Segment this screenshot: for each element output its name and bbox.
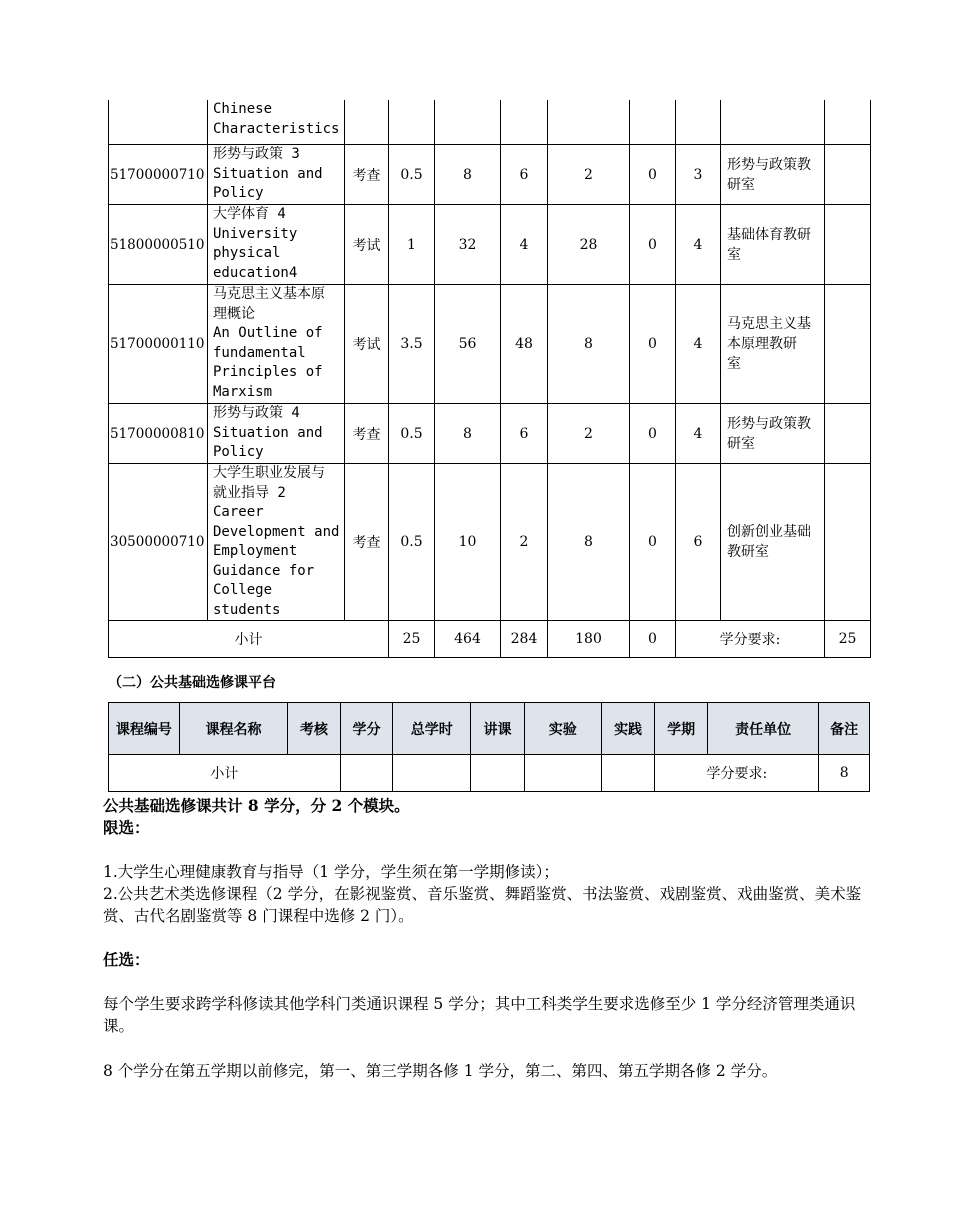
header-responsible-unit: 责任单位: [707, 703, 818, 755]
subtotal-hours: [393, 755, 471, 792]
lecture-hours: 4: [501, 205, 548, 285]
lecture-hours: [501, 100, 548, 145]
course-code: 30500000710: [109, 464, 208, 621]
course-name: Chinese Characteristics: [208, 100, 345, 145]
credit: 1: [389, 205, 435, 285]
practice-hours: 0: [630, 285, 676, 404]
credit-requirement-value: 25: [825, 621, 871, 658]
header-assessment: 考核: [288, 703, 341, 755]
experiment-hours: 8: [548, 285, 630, 404]
course-code: 51800000510: [109, 205, 208, 285]
credit: 0.5: [389, 145, 435, 205]
limited-item-2: 2.公共艺术类选修课程（2 学分，在影视鉴赏、音乐鉴赏、舞蹈鉴赏、书法鉴赏、戏剧鉴赏、戏曲鉴赏、美术鉴赏、古代名剧鉴赏等 8 门课程中选修 2 门）。: [103, 885, 862, 925]
subtotal-experiment: 180: [548, 621, 630, 658]
subtotal-label: 小计: [109, 755, 341, 792]
header-lecture: 讲课: [471, 703, 525, 755]
header-remark: 备注: [819, 703, 870, 755]
credit-requirement-label: 学分要求:: [655, 755, 819, 792]
practice-hours: 0: [630, 205, 676, 285]
course-code: 51700000110: [109, 285, 208, 404]
total-hours: 10: [435, 464, 501, 621]
subtotal-practice: 0: [630, 621, 676, 658]
header-row: [109, 703, 870, 755]
schedule-note: 8 个学分在第五学期以前修完，第一、第三学期各修 1 学分，第二、第四、第五学期各修 2 学分。: [103, 1062, 778, 1080]
lecture-hours: 2: [501, 464, 548, 621]
remark: [825, 145, 871, 205]
course-name: 大学体育 4 University physical education4: [208, 205, 345, 285]
responsible-unit: 基础体育教研 室: [721, 205, 825, 285]
subtotal-practice: [601, 755, 655, 792]
course-code: [109, 100, 208, 145]
semester: [676, 100, 721, 145]
experiment-hours: [548, 100, 630, 145]
assessment: 考查: [345, 464, 389, 621]
lecture-hours: 48: [501, 285, 548, 404]
experiment-hours: 8: [548, 464, 630, 621]
course-table-elective: [108, 702, 870, 792]
credit: 0.5: [389, 404, 435, 464]
semester: 3: [676, 145, 721, 205]
course-name: 马克思主义基本原 理概论 An Outline of fundamental Principles of Marxism: [208, 285, 345, 404]
header-experiment: 实验: [524, 703, 601, 755]
assessment: 考查: [345, 145, 389, 205]
header-course-name: 课程名称: [179, 703, 287, 755]
responsible-unit: 形势与政策教 研室: [721, 404, 825, 464]
course-code: 51700000810: [109, 404, 208, 464]
experiment-hours: 2: [548, 404, 630, 464]
limited-item-1: 1.大学生心理健康教育与指导（1 学分，学生须在第一学期修读）；: [103, 863, 559, 881]
course-name: 大学生职业发展与 就业指导 2 Career Development and Employment Guidance for College students: [208, 464, 345, 621]
course-table-compulsory: [108, 100, 871, 658]
subtotal-credit: [340, 755, 393, 792]
assessment: [345, 100, 389, 145]
responsible-unit: 创新创业基础 教研室: [721, 464, 825, 621]
experiment-hours: 28: [548, 205, 630, 285]
subtotal-experiment: [524, 755, 601, 792]
practice-hours: 0: [630, 464, 676, 621]
credit: [389, 100, 435, 145]
assessment: 考查: [345, 404, 389, 464]
practice-hours: 0: [630, 145, 676, 205]
subtotal-hours: 464: [435, 621, 501, 658]
semester: 4: [676, 404, 721, 464]
course-row: [109, 100, 871, 145]
practice-hours: 0: [630, 404, 676, 464]
subtotal-row: [109, 621, 871, 658]
course-code: 51700000710: [109, 145, 208, 205]
course-name: 形势与政策 4 Situation and Policy: [208, 404, 345, 464]
subtotal-lecture: [471, 755, 525, 792]
semester: 4: [676, 205, 721, 285]
remark: [825, 100, 871, 145]
subtotal-row: [109, 755, 870, 792]
header-credit: 学分: [340, 703, 393, 755]
course-row: [109, 205, 871, 285]
remark: [825, 464, 871, 621]
subtotal-credit: 25: [389, 621, 435, 658]
total-hours: 8: [435, 145, 501, 205]
responsible-unit: [721, 100, 825, 145]
header-course-code: 课程编号: [109, 703, 180, 755]
credit-requirement-value: 8: [819, 755, 870, 792]
total-hours: 8: [435, 404, 501, 464]
course-name: 形势与政策 3 Situation and Policy: [208, 145, 345, 205]
total-hours: 32: [435, 205, 501, 285]
section-title: （二）公共基础选修课平台: [108, 675, 276, 691]
total-hours: 56: [435, 285, 501, 404]
subtotal-lecture: 284: [501, 621, 548, 658]
header-semester: 学期: [655, 703, 708, 755]
responsible-unit: 马克思主义基 本原理教研 室: [721, 285, 825, 404]
total-hours: [435, 100, 501, 145]
course-row: [109, 145, 871, 205]
assessment: 考试: [345, 285, 389, 404]
lecture-hours: 6: [501, 404, 548, 464]
remark: [825, 285, 871, 404]
practice-hours: [630, 100, 676, 145]
experiment-hours: 2: [548, 145, 630, 205]
credit-requirement-label: 学分要求:: [676, 621, 825, 658]
optional-title: 任选：: [103, 950, 150, 969]
semester: 4: [676, 285, 721, 404]
course-row: [109, 404, 871, 464]
subtotal-label: 小计: [109, 621, 389, 658]
limited-title: 限选：: [103, 818, 150, 837]
remark: [825, 205, 871, 285]
header-total-hours: 总学时: [393, 703, 471, 755]
credit: 0.5: [389, 464, 435, 621]
semester: 6: [676, 464, 721, 621]
remark: [825, 404, 871, 464]
elective-summary: 公共基础选修课共计 8 学分，分 2 个模块。: [103, 796, 410, 815]
header-practice: 实践: [601, 703, 655, 755]
optional-description: 每个学生要求跨学科修读其他学科门类通识课程 5 学分；其中工科类学生要求选修至少 1 学分经济管理类通识课。: [103, 995, 856, 1035]
lecture-hours: 6: [501, 145, 548, 205]
course-row: [109, 464, 871, 621]
assessment: 考试: [345, 205, 389, 285]
responsible-unit: 形势与政策教 研室: [721, 145, 825, 205]
credit: 3.5: [389, 285, 435, 404]
course-row: [109, 285, 871, 404]
